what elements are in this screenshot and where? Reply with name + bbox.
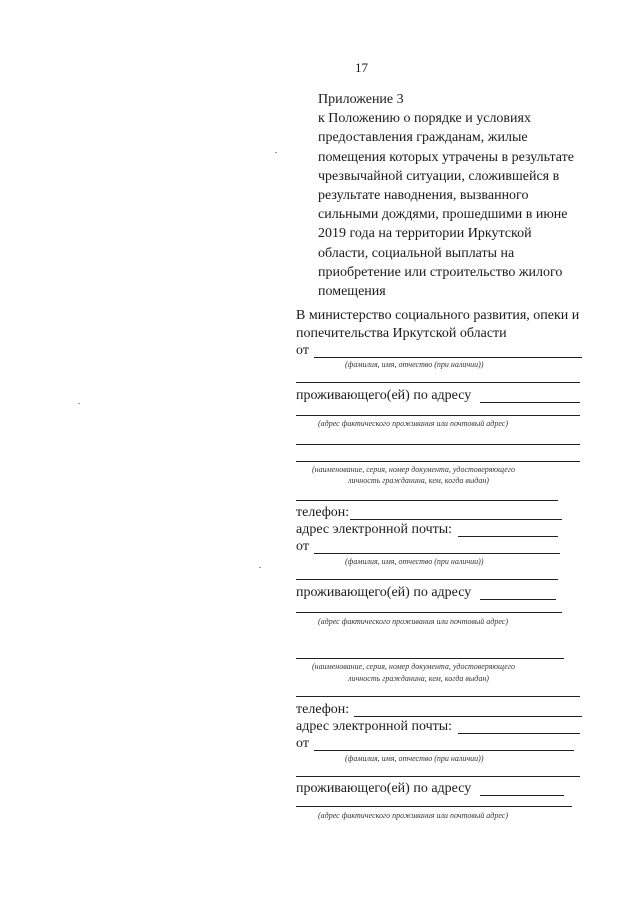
page-number: 17 xyxy=(355,60,368,75)
address-hint: (адрес фактического проживания или почтовый адрес) xyxy=(318,811,508,820)
address-field-extra[interactable] xyxy=(296,806,572,807)
fio-hint: (фамилия, имя, отчество (при наличии)) xyxy=(345,754,484,763)
appendix-line: приобретение или строительство жилого xyxy=(318,264,563,280)
fio-hint: (фамилия, имя, отчество (при наличии)) xyxy=(345,360,484,369)
scan-speck xyxy=(275,152,277,153)
address-hint: (адрес фактического проживания или почтовый адрес) xyxy=(318,617,508,626)
from-label: от xyxy=(296,343,309,358)
appendix-line: к Положению о порядке и условиях xyxy=(318,111,531,127)
appendix-line: результате наводнения, вызванного xyxy=(318,188,529,204)
scan-speck xyxy=(259,567,261,568)
name-field[interactable] xyxy=(314,750,574,751)
email-label: адрес электронной почты: xyxy=(296,719,453,734)
email-field[interactable] xyxy=(458,733,580,734)
phone-label: телефон: xyxy=(296,702,350,717)
residing-label: проживающего(ей) по адресу xyxy=(296,388,472,403)
document-hint: личность гражданина, кем, когда выдан) xyxy=(348,476,489,485)
appendix-line: предоставления гражданам, жилые xyxy=(318,130,528,146)
address-field[interactable] xyxy=(480,599,556,600)
phone-field[interactable] xyxy=(354,716,582,717)
addressee-line: попечительства Иркутской области xyxy=(296,326,507,341)
appendix-line: помещения xyxy=(318,284,386,300)
appendix-line: помещения которых утрачены в результате xyxy=(318,149,574,165)
appendix-line: сильными дождями, прошедшими в июне xyxy=(318,207,568,223)
from-label: от xyxy=(296,736,309,751)
name-field[interactable] xyxy=(314,357,582,358)
document-field[interactable] xyxy=(296,444,580,445)
phone-label: телефон: xyxy=(296,505,350,520)
addressee-line: В министерство социального развития, опеки и xyxy=(296,308,580,323)
email-field[interactable] xyxy=(458,536,558,537)
phone-field[interactable] xyxy=(350,519,562,520)
document-field-extra[interactable] xyxy=(296,696,580,697)
address-field-extra[interactable] xyxy=(296,415,580,416)
scan-speck xyxy=(78,403,80,404)
from-label: от xyxy=(296,539,309,554)
address-hint: (адрес фактического проживания или почтовый адрес) xyxy=(318,419,508,428)
addressee-block xyxy=(296,307,579,343)
residing-label: проживающего(ей) по адресу xyxy=(296,781,472,796)
address-field-extra[interactable] xyxy=(296,612,562,613)
name-field-extra[interactable] xyxy=(296,776,580,777)
document-field-extra[interactable] xyxy=(296,461,580,462)
name-field-extra[interactable] xyxy=(296,579,558,580)
document-field[interactable] xyxy=(296,658,564,659)
name-field-extra[interactable] xyxy=(296,382,580,383)
email-label: адрес электронной почты: xyxy=(296,522,453,537)
appendix-line: 2019 года на территории Иркутской xyxy=(318,226,532,242)
document-field-extra[interactable] xyxy=(296,500,558,501)
appendix-line: Приложение 3 xyxy=(318,92,404,107)
document-hint: личность гражданина, кем, когда выдан) xyxy=(348,674,489,683)
document-hint: (наименование, серия, номер документа, удостоверяющего xyxy=(312,662,515,671)
appendix-block xyxy=(318,90,618,301)
appendix-line: чрезвычайной ситуации, сложившейся в xyxy=(318,168,560,184)
fio-hint: (фамилия, имя, отчество (при наличии)) xyxy=(345,557,484,566)
document-hint: (наименование, серия, номер документа, удостоверяющего xyxy=(312,465,515,474)
residing-label: проживающего(ей) по адресу xyxy=(296,585,472,600)
name-field[interactable] xyxy=(314,553,560,554)
address-field[interactable] xyxy=(480,402,580,403)
appendix-line: области, социальной выплаты на xyxy=(318,245,515,261)
address-field[interactable] xyxy=(480,795,564,796)
